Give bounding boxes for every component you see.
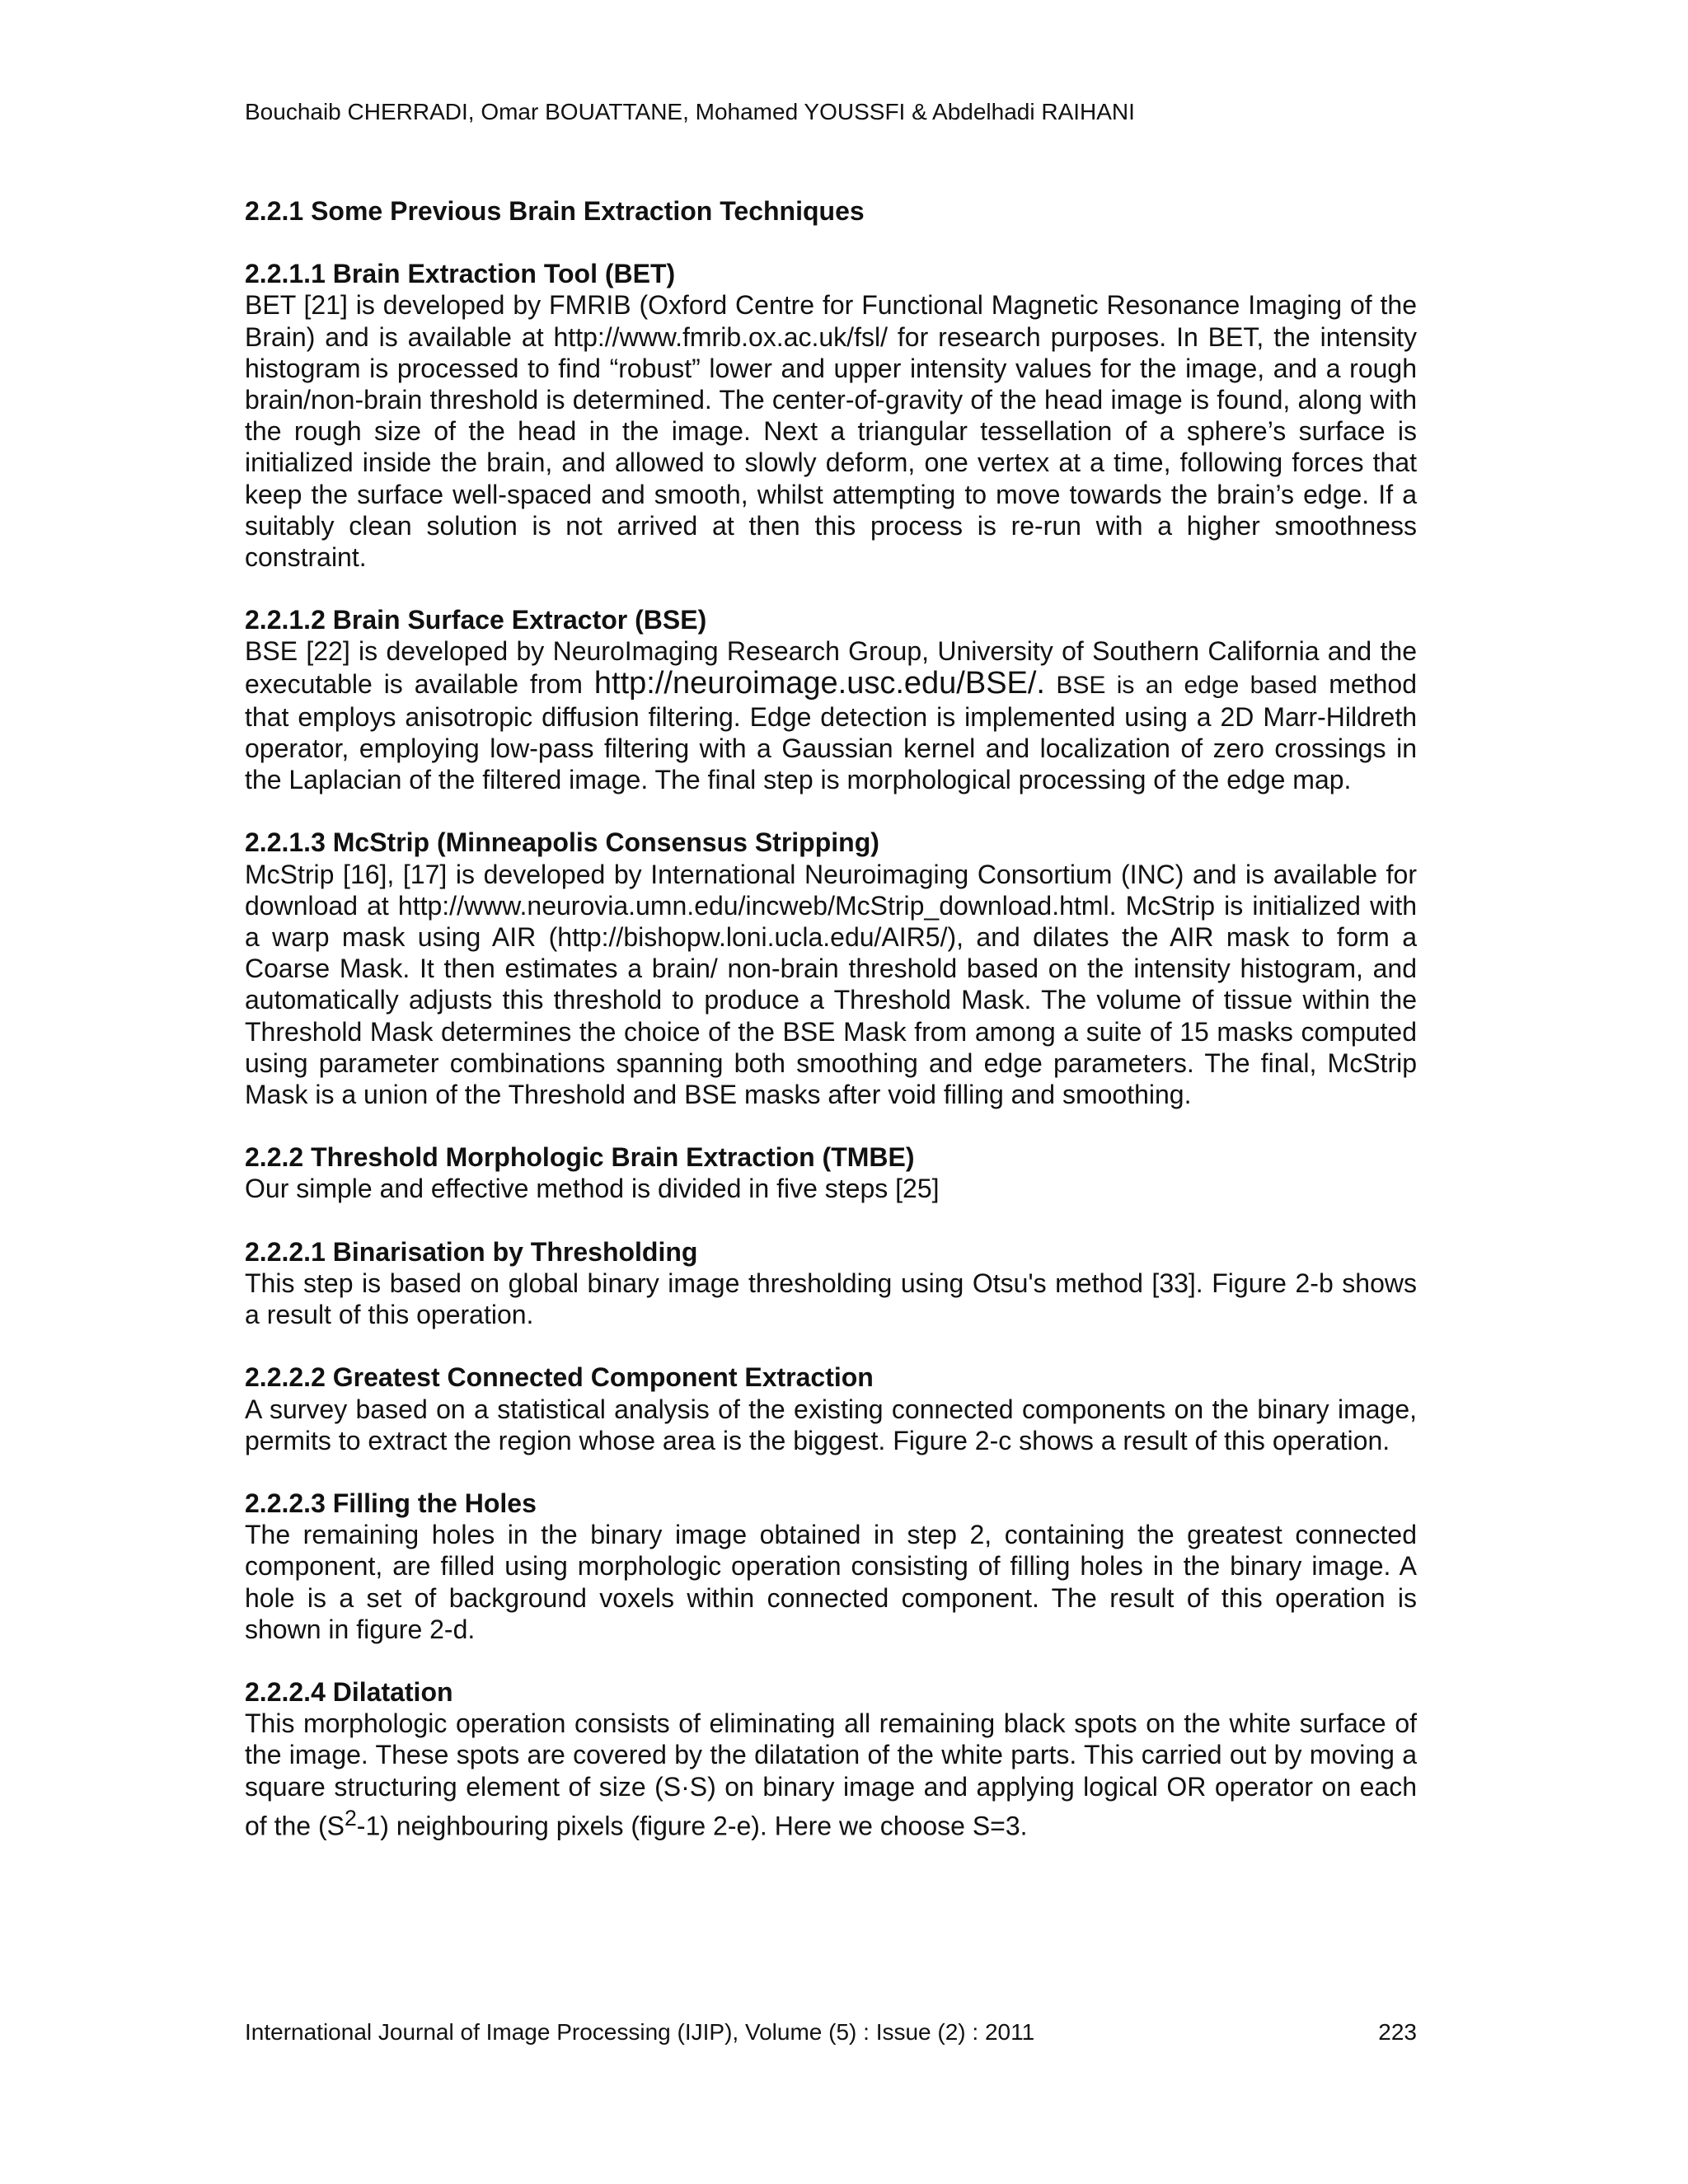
section-heading-2-2-2-1: 2.2.2.1 Binarisation by Thresholding bbox=[245, 1236, 698, 1267]
section-2-2-2 bbox=[245, 1141, 1417, 1204]
section-body-2-2-1-2-start: BSE [22] is developed by NeuroImaging Research Group, University of Southern California and the executable is available from bbox=[245, 636, 1417, 699]
bse-url-link[interactable]: http://neuroimage.usc.edu/BSE/. bbox=[593, 665, 1045, 701]
section-body-2-2-2: Our simple and effective method is divided in five steps [25] bbox=[245, 1174, 940, 1204]
section-heading-2-2-2-2: 2.2.2.2 Greatest Connected Component Extraction bbox=[245, 1362, 874, 1393]
section-heading-2-2-1: 2.2.1 Some Previous Brain Extraction Techniques bbox=[245, 196, 865, 226]
section-heading-2-2-2-4: 2.2.2.4 Dilatation bbox=[245, 1676, 453, 1707]
footer-journal-citation: International Journal of Image Processing (IJIP), Volume (5) : Issue (2) : 2011 bbox=[245, 2019, 1035, 2045]
section-2-2-1-2 bbox=[245, 604, 1417, 795]
section-body-2-2-2-3: The remaining holes in the binary image obtained in step 2, containing the greatest connected component, are filled using morphologic operation consisting of filling holes in the binary image. A hole is a set of background voxels within connected component. The result of this operation is shown in figure 2-d. bbox=[245, 1520, 1417, 1644]
section-2-2-2-1 bbox=[245, 1236, 1417, 1331]
running-header-authors: Bouchaib CHERRADI, Omar BOUATTANE, Mohamed YOUSSFI & Abdelhadi RAIHANI bbox=[245, 99, 1135, 124]
section-body-2-2-1-1: BET [21] is developed by FMRIB (Oxford Centre for Functional Magnetic Resonance Imaging of the Brain) and is available at http://www.fmrib.ox.ac.uk/fsl/ for research purposes. In BET, the intensity histogram is processed to find “robust” lower and upper intensity values for the image, and a rough brain/non-brain threshold is determined. The center-of-gravity of the head image is found, along with the rough size of the head in the image. Next a triangular tessellation of a sphere’s surface is initialized inside the brain, and allowed to slowly deform, one vertex at a time, following forces that keep the surface well-spaced and smooth, whilst attempting to move towards the brain’s edge. If a suitably clean solution is not arrived at then this process is re-run with a higher smoothness constraint. bbox=[245, 290, 1417, 573]
section-heading-2-2-1-3: 2.2.1.3 McStrip (Minneapolis Consensus Stripping) bbox=[245, 827, 879, 858]
section-2-2-2-2 bbox=[245, 1361, 1417, 1456]
section-body-2-2-1-2-end: method that employs anisotropic diffusion filtering. Edge detection is implemented using a 2D Marr-Hildreth operator, employing low-pass filtering with a Gaussian kernel and localization of zero crossings in the Laplacian of the filtered image. The final step is morphological processing of the edge map. bbox=[245, 668, 1418, 795]
section-2-2-1-1 bbox=[245, 258, 1417, 573]
section-body-2-2-2-2: A survey based on a statistical analysis of the existing connected components on the binary image, permits to extract the region whose area is the biggest. Figure 2-c shows a result of this operation. bbox=[245, 1394, 1417, 1455]
section-body-2-2-2-1: This step is based on global binary image thresholding using Otsu's method [33]. Figure 2-b shows a result of this operation. bbox=[245, 1268, 1417, 1330]
section-2-2-2-4 bbox=[245, 1676, 1417, 1842]
page-number: 223 bbox=[1378, 2019, 1417, 2045]
section-heading-2-2-1-1: 2.2.1.1 Brain Extraction Tool (BET) bbox=[245, 259, 676, 289]
superscript-two: 2 bbox=[344, 1805, 357, 1830]
section-2-2-2-3 bbox=[245, 1488, 1417, 1645]
section-heading-2-2-2: 2.2.2 Threshold Morphologic Brain Extraction (TMBE) bbox=[245, 1142, 915, 1173]
section-heading-2-2-2-3: 2.2.2.3 Filling the Holes bbox=[245, 1488, 537, 1518]
section-body-2-2-1-3: McStrip [16], [17] is developed by International Neuroimaging Consortium (INC) and is available for download at http://www.neurovia.umn.edu/incweb/McStrip_download.html. McStrip is initialized with a warp mask using AIR (http://bishopw.loni.ucla.edu/AIR5/), and dilates the AIR mask to form a Coarse Mask. It then estimates a brain/ non-brain threshold based on the intensity histogram, and automatically adjusts this threshold to produce a Threshold Mask. The volume of tissue within the Threshold Mask determines the choice of the BSE Mask from among a suite of 15 masks computed using parameter combinations spanning both smoothing and edge parameters. The final, McStrip Mask is a union of the Threshold and BSE masks after void filling and smoothing. bbox=[245, 859, 1417, 1110]
section-body-2-2-2-4-start: This morphologic operation consists of eliminating all remaining black spots on the white surface of the image. These spots are covered by the dilatation of the white parts. This carried out by moving a square structuring element of size (S·S) on binary image and applying logical OR operator on each of the (S bbox=[245, 1708, 1417, 1841]
section-body-2-2-2-4-end: -1) neighbouring pixels (figure 2-e). Here we choose S=3. bbox=[356, 1811, 1028, 1841]
section-body-2-2-1-2-mid: BSE is an edge based bbox=[1045, 671, 1318, 699]
article-body bbox=[245, 195, 1417, 1873]
section-2-2-1-3 bbox=[245, 827, 1417, 1110]
section-heading-2-2-1-2: 2.2.1.2 Brain Surface Extractor (BSE) bbox=[245, 605, 707, 635]
